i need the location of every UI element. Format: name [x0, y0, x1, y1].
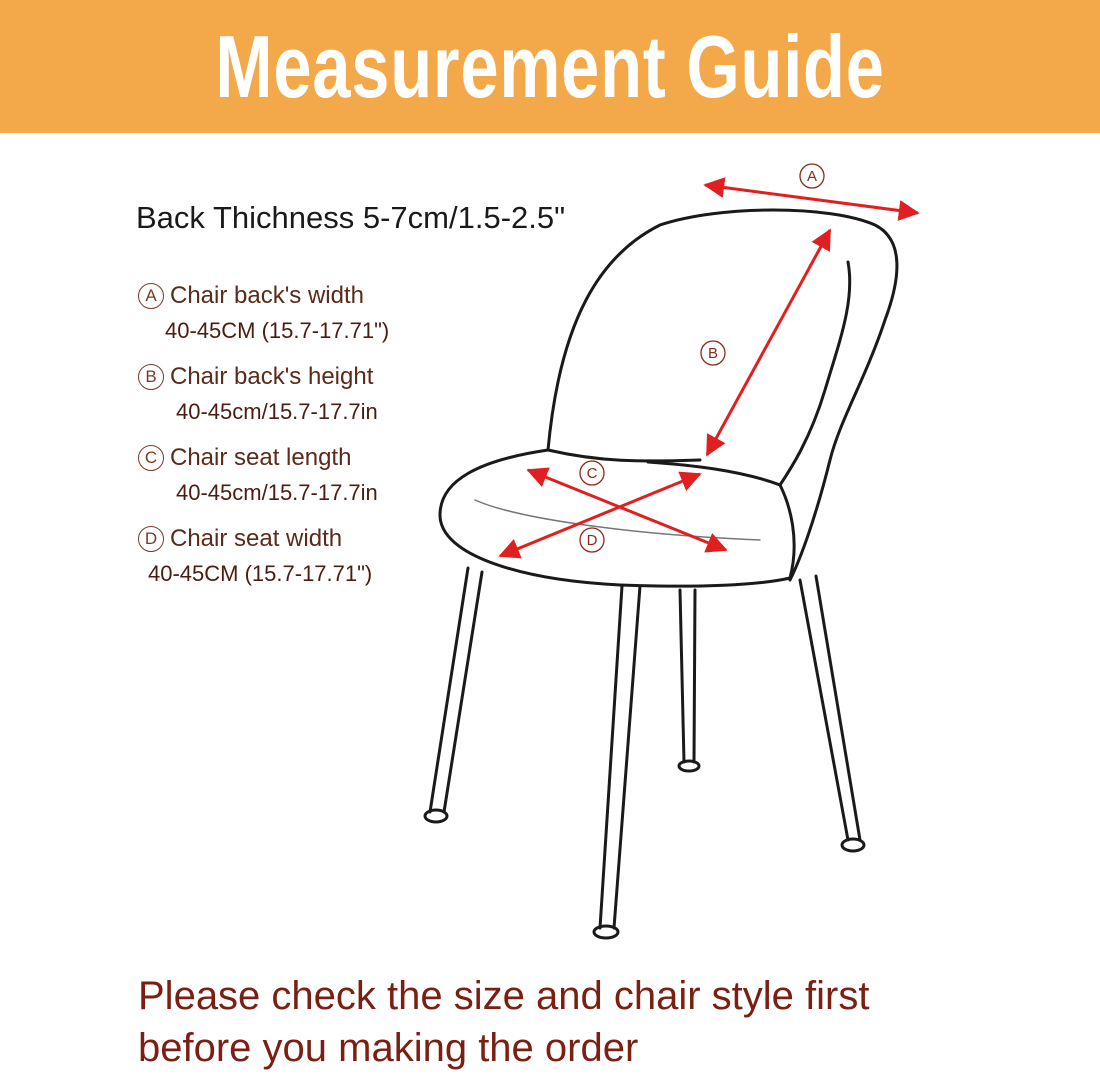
marker-b-badge: B: [138, 364, 164, 390]
arrow-b: [707, 230, 830, 455]
order-notice-line2: before you making the order: [138, 1026, 639, 1070]
order-notice-line1: Please check the size and chair style first: [138, 974, 870, 1018]
order-notice: [138, 970, 869, 1074]
chair-diagram: [0, 133, 1100, 953]
header-banner: [0, 0, 1100, 133]
spec-d-value: 40-45CM (15.7-17.71"): [148, 561, 373, 586]
marker-d-badge: D: [138, 526, 164, 552]
marker-a: [800, 164, 824, 188]
back-thickness-note: Back Thichness 5-7cm/1.5-2.5": [136, 200, 566, 235]
svg-text:B: B: [707, 345, 719, 362]
diagram-markers: [580, 164, 824, 552]
svg-text:C: C: [586, 465, 598, 482]
spec-d-label: Chair seat width: [170, 525, 343, 552]
marker-d: [580, 528, 604, 552]
svg-text:D: D: [586, 532, 598, 549]
arrow-c: [528, 470, 726, 550]
marker-c-badge: C: [138, 445, 164, 471]
page-title: Measurement Guide: [215, 16, 885, 116]
spec-b-value: 40-45cm/15.7-17.7in: [176, 399, 378, 424]
chair-outline-icon: [425, 210, 897, 938]
spec-c-label: Chair seat length: [170, 444, 352, 471]
spec-a-value: 40-45CM (15.7-17.71"): [165, 318, 390, 343]
spec-a-label: Chair back's width: [170, 282, 364, 309]
marker-c: [580, 461, 604, 485]
arrow-a: [705, 185, 918, 213]
spec-b-label: Chair back's height: [170, 363, 374, 390]
marker-b: [701, 341, 725, 365]
marker-a-badge: A: [138, 283, 164, 309]
spec-c-value: 40-45cm/15.7-17.7in: [176, 480, 378, 505]
svg-text:A: A: [806, 168, 818, 185]
